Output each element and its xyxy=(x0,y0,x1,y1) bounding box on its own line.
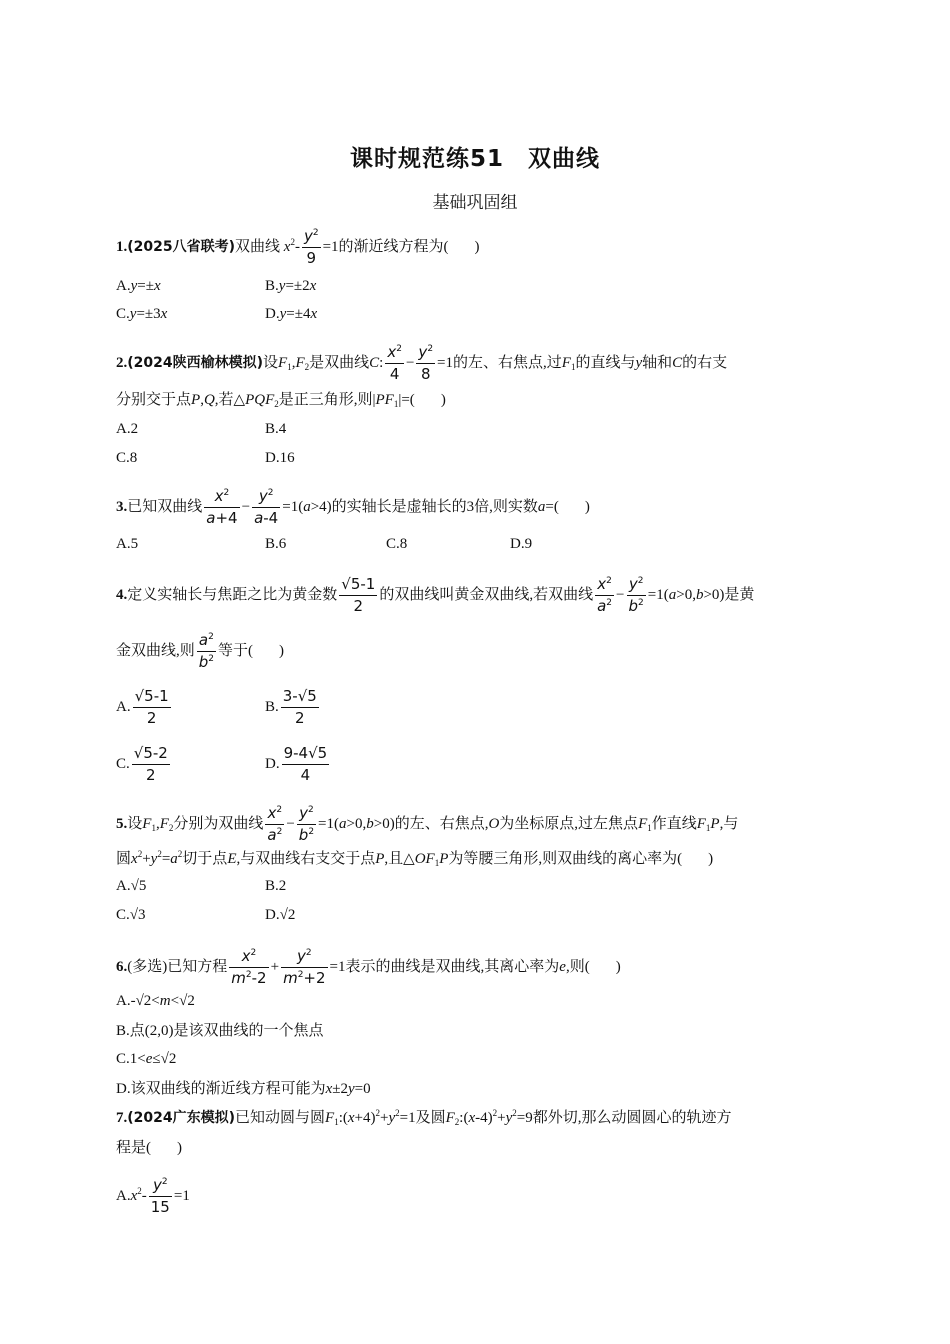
question-2-line2: 分别交于点P,Q,若$\triangle PQF_2$是正三角形,则$|PF_1|=$( ) xyxy=(116,392,446,409)
option-d: D.16 xyxy=(265,450,295,466)
option-d: D.y=±4x xyxy=(265,306,318,322)
option-c: C.y=±3x xyxy=(116,306,168,322)
option-c: C.8 xyxy=(116,450,138,466)
option-c: C.1<e≤√2 xyxy=(116,1051,177,1067)
question-4-line2: 金双曲线,则 $\frac{a^2}{b^2}$ 等于( ) xyxy=(116,631,285,671)
question-7: 7.(2024广东模拟)已知动圆与圆$F_1:(x+4)^2+y^2=1$及圆$F_2:(x-4)^2+y^2=9$都外切,那么动圆圆心的轨迹方 xyxy=(116,1108,732,1127)
question-1: 1.(2025八省联考)双曲线 $x^2-$ $\frac{y^2}{9}$ =1的渐近线方程为( ) xyxy=(116,227,480,267)
page-title: 课时规范练51 双曲线 xyxy=(349,146,600,172)
question-number: 1 xyxy=(116,238,124,255)
option-b: B.点(2,0)是该双曲线的一个焦点 xyxy=(116,1023,324,1039)
option-d: D.该双曲线的渐近线方程可能为x±2y=0 xyxy=(116,1081,371,1097)
question-3: 3.已知双曲线 $\frac{x^2}{a+4}$ − $\frac{y^2}{a-4}$ =1(a>4)的实轴长是虚轴长的3倍,则实数a=( ) xyxy=(116,487,590,527)
option-c: C.√3 xyxy=(116,907,146,923)
section-subtitle: 基础巩固组 xyxy=(432,193,518,213)
option-d: D.√2 xyxy=(265,907,296,923)
question-6: 6.(多选)已知方程 $\frac{x^2}{m^2-2}$ + $\frac{y^2}{m^2+2}$ =1表示的曲线是双曲线,其离心率为e,则( ) xyxy=(116,947,621,987)
option-a: A.5 xyxy=(116,536,139,552)
question-2: 2.(2024陕西榆林模拟)设$F_1,F_2$是双曲线C: $\frac{x^2}{4}$ − $\frac{y^2}{8}$ =1的左、右焦点,过$F_1$的直线与y轴和C的右支 xyxy=(116,343,728,383)
option-b: B. $\frac{3-√5}{2}$ xyxy=(265,687,317,727)
question-5: 5.设$F_1,F_2$分别为双曲线 $\frac{x^2}{a^2}$ − $\frac{y^2}{b^2}$ =1(a>0,b>0)的左、右焦点,O为坐标原点,过左焦点$F_1$作直线$F_1P$,与 xyxy=(116,804,739,844)
option-a: A.2 xyxy=(116,421,139,437)
option-a: A.y=±x xyxy=(116,278,161,294)
option-b: B.2 xyxy=(265,878,287,894)
option-b: B.y=±2x xyxy=(265,278,317,294)
option-b: B.6 xyxy=(265,536,287,552)
question-source: (2025八省联考) xyxy=(127,238,236,255)
question-text: 双曲线 xyxy=(235,238,281,255)
question-5-line2: 圆$x^2+y^2=a^2$切于点E,与双曲线右支交于点P,且$\triangle OF_1P$为等腰三角形,则双曲线的离心率为( ) xyxy=(116,849,714,868)
option-d: D.9 xyxy=(510,536,533,552)
option-c: C. $\frac{√5-2}{2}$ xyxy=(116,744,168,784)
option-b: B.4 xyxy=(265,421,287,437)
option-a: A.√5 xyxy=(116,878,147,894)
option-d: D. $\frac{9-4√5}{4}$ xyxy=(265,744,328,784)
option-a: A. $\frac{√5-1}{2}$ xyxy=(116,687,169,727)
question-7-line2: 程是( ) xyxy=(116,1140,182,1156)
question-4: 4.定义实轴长与焦距之比为黄金数 $\frac{√5-1}{2}$ 的双曲线叫黄金双曲线,若双曲线 $\frac{x^2}{a^2}$ − $\frac{y^2}{b^2}$ =1(a>0,b>0)是黄 xyxy=(116,575,755,615)
option-a: A.-√2<m<√2 xyxy=(116,993,195,1009)
option-a: $A.x^2-$ $\frac{y^2}{15}$ =1 xyxy=(116,1176,190,1216)
option-c: C.8 xyxy=(386,536,408,552)
